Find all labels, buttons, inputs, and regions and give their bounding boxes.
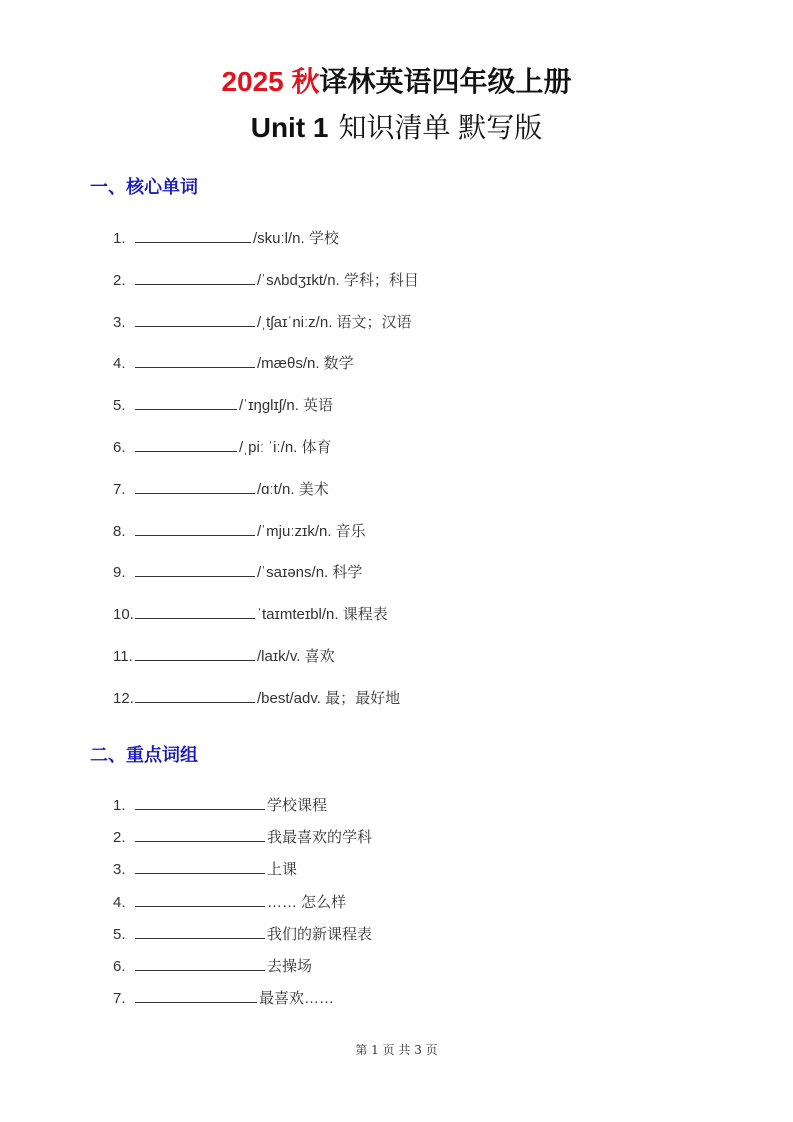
item-number: 1. bbox=[113, 230, 126, 247]
item-hint: 上课 bbox=[267, 861, 298, 879]
item-hint: /best/adv. 最；最好地 bbox=[257, 689, 401, 707]
item-number: 5. bbox=[113, 397, 126, 415]
item-hint: /ˈsaɪəns/n. 科学 bbox=[257, 564, 363, 582]
item-number: 7. bbox=[113, 990, 126, 1008]
document-title bbox=[0, 62, 793, 102]
answer-blank[interactable] bbox=[135, 956, 265, 971]
list-item bbox=[113, 228, 339, 248]
item-hint: 学校课程 bbox=[267, 797, 328, 814]
title-year-term: 2025 秋 bbox=[221, 66, 320, 97]
item-hint: 我们的新课程表 bbox=[267, 925, 373, 943]
list-item bbox=[113, 795, 327, 815]
document-subtitle bbox=[0, 108, 793, 148]
item-number: 2. bbox=[113, 829, 126, 847]
item-number: 3. bbox=[113, 861, 126, 879]
item-hint: /ˈsʌbdʒɪkt/n. 学科；科目 bbox=[257, 271, 419, 289]
item-number: 7. bbox=[113, 480, 126, 498]
item-number: 6. bbox=[113, 439, 126, 456]
list-item bbox=[113, 270, 419, 290]
list-item bbox=[113, 395, 333, 415]
item-hint: 最喜欢…… bbox=[259, 990, 335, 1008]
item-hint: /skuːl/n. 学校 bbox=[253, 230, 339, 247]
list-item bbox=[113, 892, 346, 912]
item-hint: /ˌtʃaɪˈniːz/n. 语文；汉语 bbox=[257, 313, 412, 331]
list-item bbox=[113, 956, 312, 976]
item-number: 10. bbox=[113, 606, 134, 624]
list-item bbox=[113, 827, 372, 847]
item-hint: /ɑːt/n. 美术 bbox=[257, 480, 329, 498]
item-number: 8. bbox=[113, 522, 126, 540]
list-item bbox=[113, 479, 329, 499]
item-hint: /ˈɪŋglɪʃ/n. 英语 bbox=[239, 397, 334, 415]
answer-blank[interactable] bbox=[135, 924, 265, 939]
item-hint: /ˌpiː ˈiː/n. 体育 bbox=[239, 439, 332, 456]
item-hint: …… 怎么样 bbox=[267, 893, 347, 911]
item-hint: 去操场 bbox=[267, 958, 313, 975]
item-number: 4. bbox=[113, 893, 126, 911]
list-item bbox=[113, 646, 335, 666]
list-item bbox=[113, 859, 297, 879]
item-number: 1. bbox=[113, 797, 126, 814]
answer-blank[interactable] bbox=[135, 646, 255, 661]
answer-blank[interactable] bbox=[135, 270, 255, 285]
page-footer: 第 1 页 共 3 页 bbox=[355, 1043, 438, 1057]
answer-blank[interactable] bbox=[135, 353, 255, 368]
section-heading-key-phrases: 二、重点词组 bbox=[90, 745, 198, 766]
list-item bbox=[113, 988, 334, 1008]
list-item bbox=[113, 688, 400, 708]
answer-blank[interactable] bbox=[135, 228, 251, 243]
item-hint: /mæθs/n. 数学 bbox=[257, 355, 354, 373]
list-item bbox=[113, 562, 362, 582]
answer-blank[interactable] bbox=[135, 395, 237, 410]
unit-label: Unit 1 bbox=[250, 112, 329, 143]
item-hint: /ˈmjuːzɪk/n. 音乐 bbox=[257, 522, 366, 540]
item-number: 4. bbox=[113, 355, 126, 373]
subtitle-text: 知识清单 默写版 bbox=[338, 112, 543, 143]
title-book-name: 译林英语四年级上册 bbox=[319, 66, 572, 97]
answer-blank[interactable] bbox=[135, 604, 255, 619]
list-item bbox=[113, 353, 354, 373]
list-item bbox=[113, 437, 332, 457]
answer-blank[interactable] bbox=[135, 827, 265, 842]
list-item bbox=[113, 521, 366, 541]
section-heading-core-words: 一、核心单词 bbox=[90, 177, 198, 198]
answer-blank[interactable] bbox=[135, 521, 255, 536]
item-number: 5. bbox=[113, 925, 126, 943]
item-number: 9. bbox=[113, 564, 126, 582]
list-item bbox=[113, 604, 388, 624]
answer-blank[interactable] bbox=[135, 859, 265, 874]
list-item bbox=[113, 924, 372, 944]
item-number: 2. bbox=[113, 271, 126, 289]
answer-blank[interactable] bbox=[135, 988, 257, 1003]
item-hint: ˈtaɪmteɪbl/n. 课程表 bbox=[257, 606, 388, 624]
answer-blank[interactable] bbox=[135, 562, 255, 577]
answer-blank[interactable] bbox=[135, 688, 255, 703]
list-item bbox=[113, 312, 412, 332]
answer-blank[interactable] bbox=[135, 312, 255, 327]
item-number: 12. bbox=[113, 689, 134, 707]
answer-blank[interactable] bbox=[135, 795, 265, 810]
item-number: 6. bbox=[113, 958, 126, 975]
item-number: 11. bbox=[113, 648, 133, 665]
answer-blank[interactable] bbox=[135, 437, 237, 452]
answer-blank[interactable] bbox=[135, 892, 265, 907]
answer-blank[interactable] bbox=[135, 479, 255, 494]
item-hint: 我最喜欢的学科 bbox=[267, 829, 373, 847]
item-hint: /laɪk/v. 喜欢 bbox=[257, 648, 335, 665]
item-number: 3. bbox=[113, 313, 126, 331]
